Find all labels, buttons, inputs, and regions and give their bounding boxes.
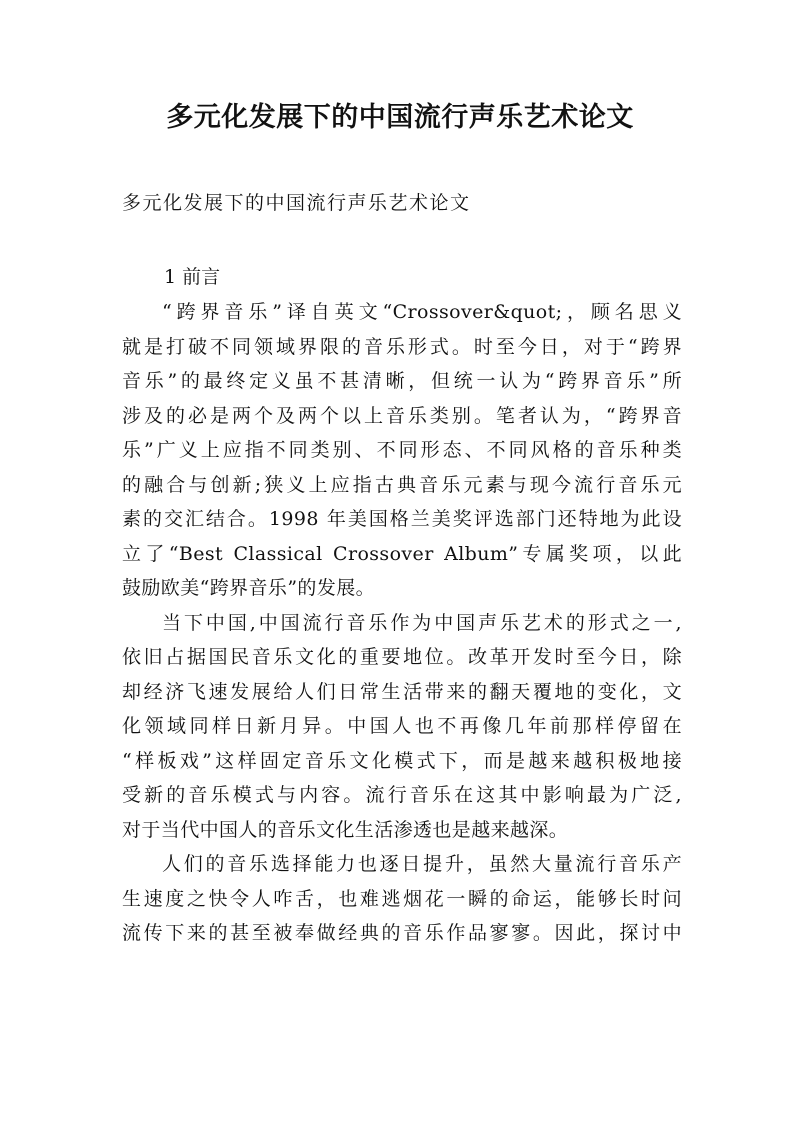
body-text (122, 295, 682, 951)
text-line: “跨界音乐”译自英文“Crossover&quot;，顾名思义 (162, 301, 682, 323)
document-subtitle: 多元化发展下的中国流行声乐艺术论文 (122, 192, 471, 214)
section-heading: 1 前言 (164, 266, 221, 288)
text-line: 音乐”的最终定义虽不甚清晰，但统一认为“跨界音乐”所 (122, 370, 682, 392)
paragraph (122, 606, 682, 848)
text-line: 乐”广义上应指不同类别、不同形态、不同风格的音乐种类 (122, 439, 682, 461)
text-line: 化领域同样日新月异。中国人也不再像几年前那样停留在 (122, 715, 682, 737)
text-line: 依旧占据国民音乐文化的重要地位。改革开发时至今日，除 (122, 646, 682, 668)
text-line: 就是打破不同领域界限的音乐形式。时至今日，对于“跨界 (122, 335, 682, 358)
document-title: 多元化发展下的中国流行声乐艺术论文 (166, 102, 634, 133)
text-line: 涉及的必是两个及两个以上音乐类别。笔者认为，“跨界音 (122, 404, 682, 427)
text-line: “样板戏”这样固定音乐文化模式下，而是越来越积极地接 (122, 749, 682, 772)
text-line: 生速度之快令人咋舌，也难逃烟花一瞬的命运，能够长时问 (122, 887, 682, 910)
text-line: 鼓励欧美“跨界音乐”的发展。 (122, 577, 376, 599)
text-line: 受新的音乐模式与内容。流行音乐在这其中影响最为广泛, (122, 784, 682, 806)
paragraph (122, 847, 682, 951)
text-line: 人们的音乐选择能力也逐日提升，虽然大量流行音乐产 (162, 853, 682, 875)
text-line: 当下中国,中国流行音乐作为中国声乐艺术的形式之一, (162, 611, 682, 634)
text-line: 却经济飞速发展给人们日常生活带来的翻天覆地的变化，文 (122, 680, 682, 703)
text-line: 的融合与创新;狭义上应指古典音乐元素与现今流行音乐元 (122, 473, 682, 496)
text-line: 素的交汇结合。1998 年美国格兰美奖评选部门还特地为此设 (122, 508, 682, 530)
text-line: 流传下来的甚至被奉做经典的音乐作品寥寥。因此，探讨中 (122, 922, 682, 944)
text-line: 对于当代中国人的音乐文化生活渗透也是越来越深。 (122, 818, 569, 841)
paragraph (122, 295, 682, 606)
text-line: 立了“Best Classical Crossover Album”专属奖项，以此 (122, 542, 682, 565)
